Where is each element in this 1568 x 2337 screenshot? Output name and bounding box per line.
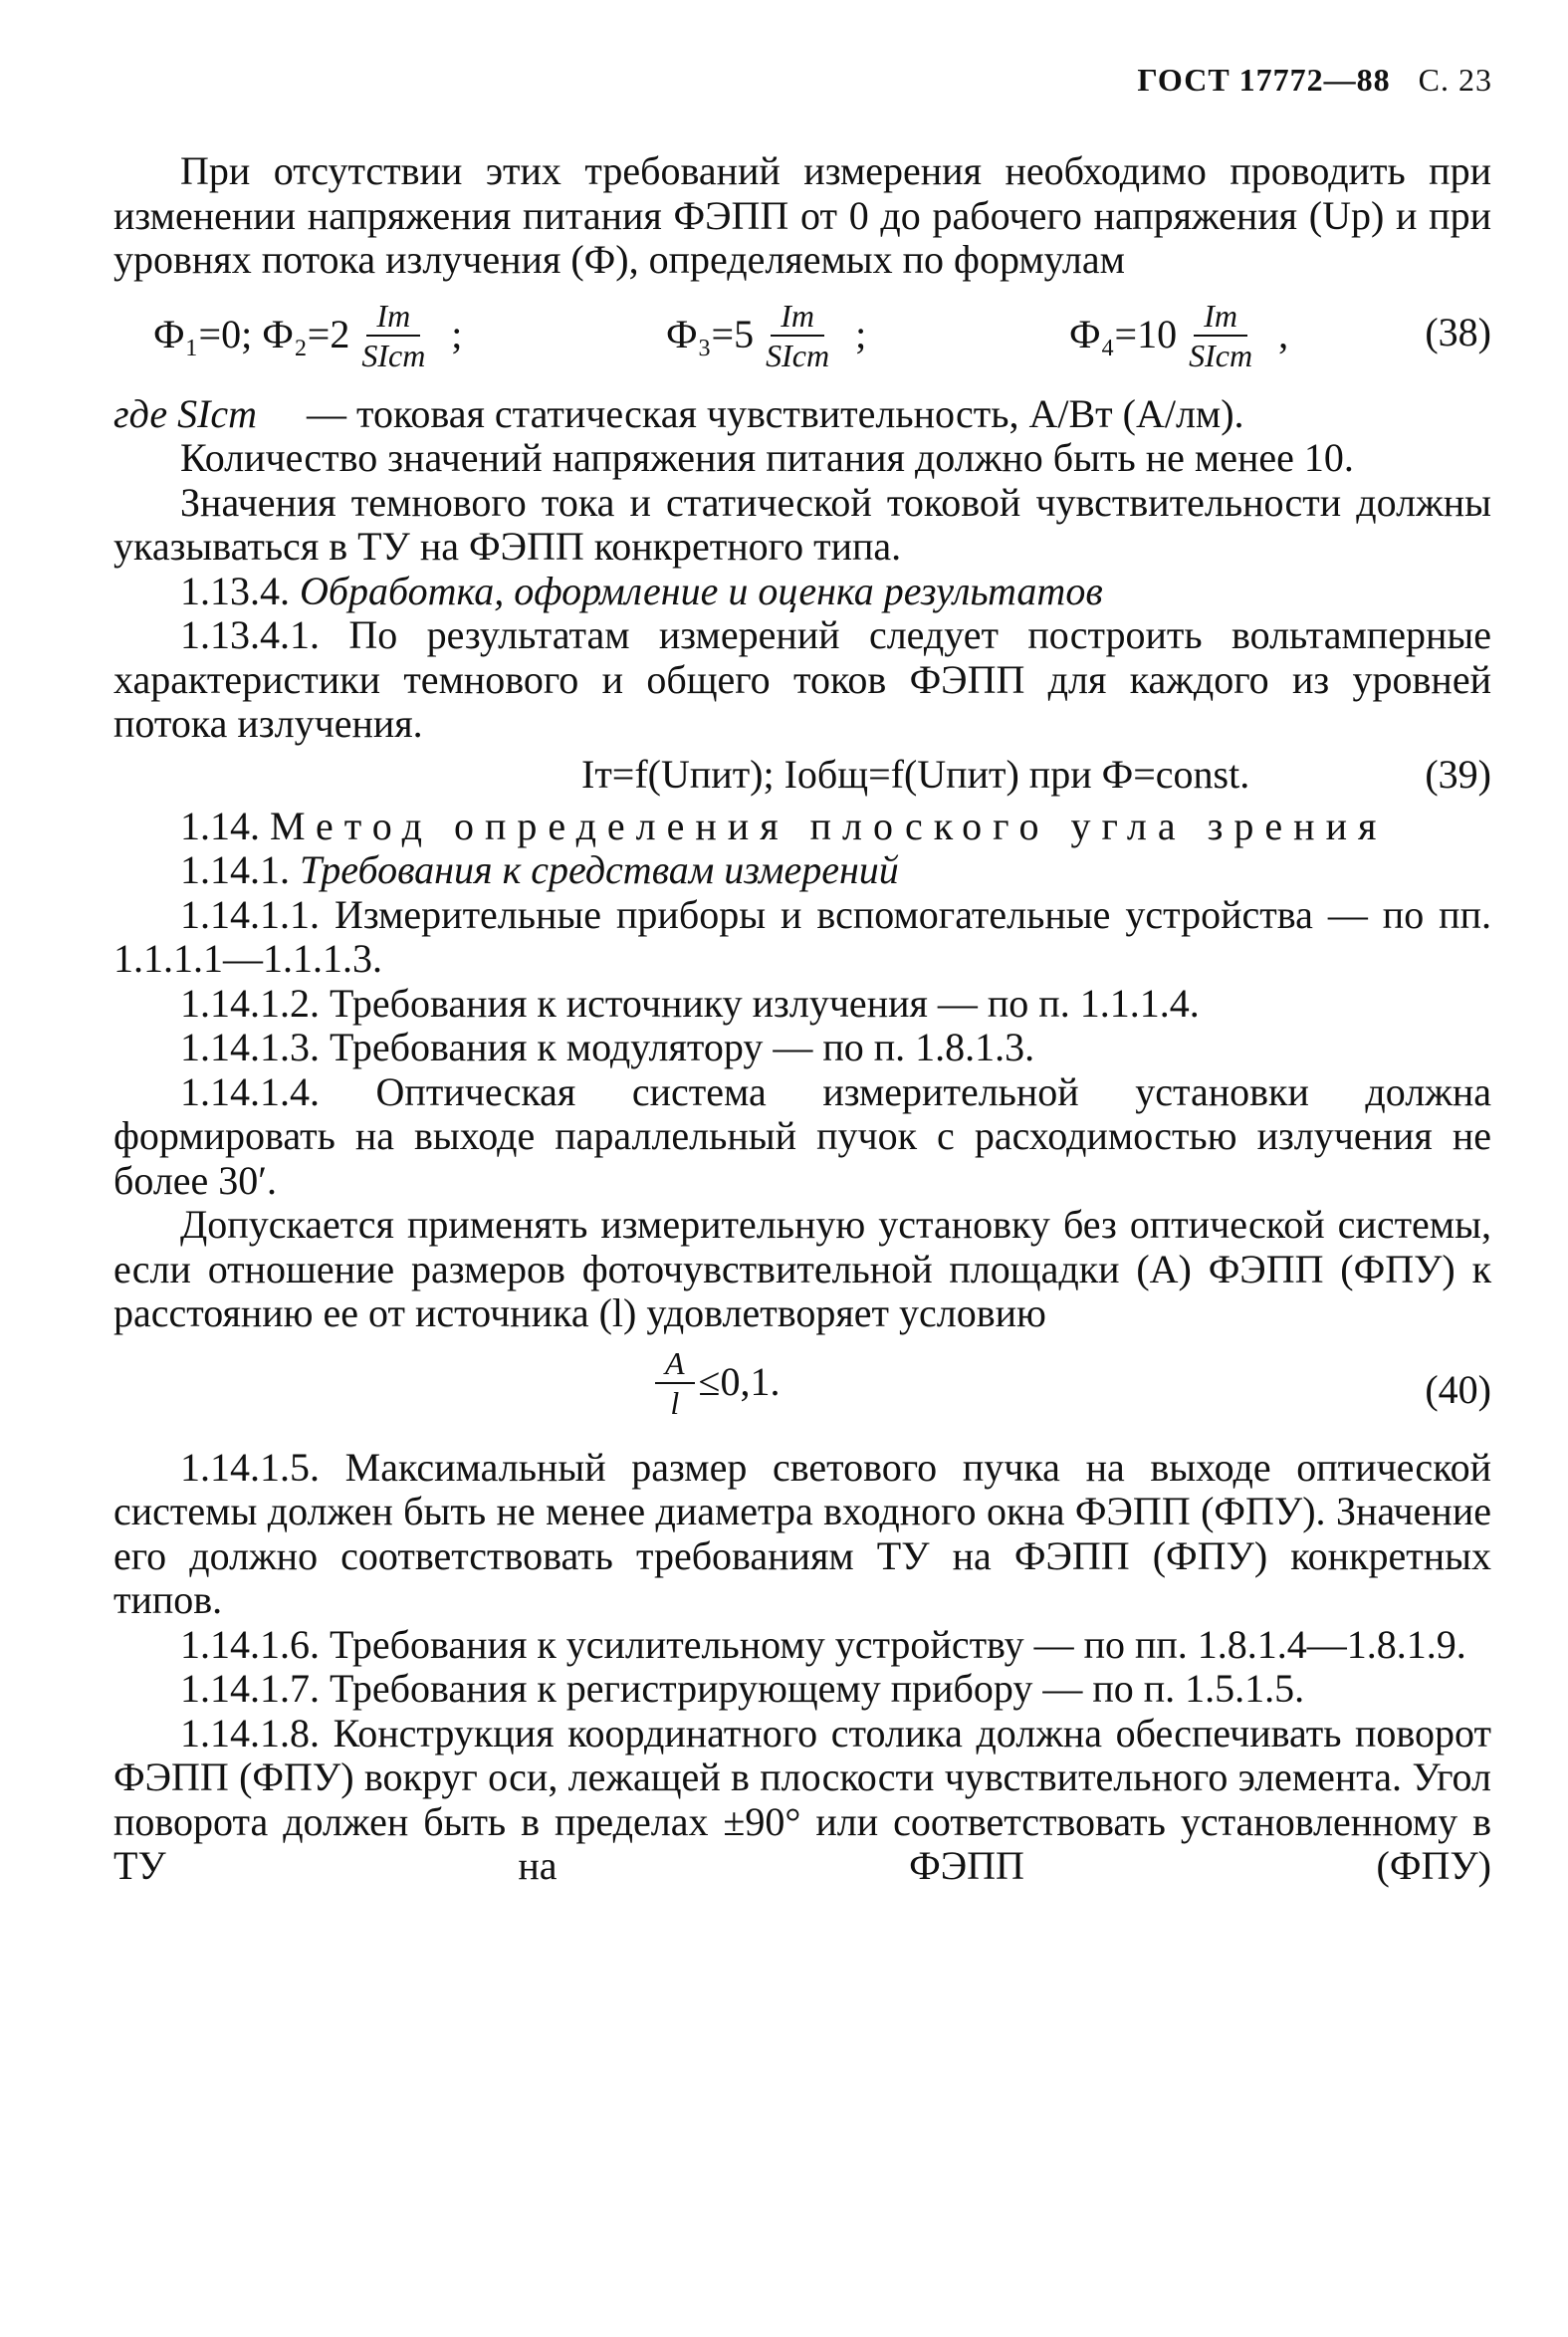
paragraph: 1.14.1.8. Конструкция координатного столика должна обеспечивать поворот ФЭПП (ФПУ) вокруг оси, лежащей в плоскости чувствительного элемента. Угол поворота должен быть в пределах ±90° или соответствовать установленному в ТУ на ФЭПП (ФПУ): [113, 1710, 1491, 1888]
formula-term: [153, 297, 462, 374]
formula-separator: ;: [855, 312, 867, 357]
fraction-denominator: SIст: [766, 337, 830, 373]
paragraph: 1.14.1.5. Максимальный размер светового пучка на выходе оптической системы должен быть не менее диаметра входного окна ФЭПП (ФПУ). Значение его должно соответствовать требованиям ТУ на ФЭПП (ФПУ) конкретных типов.: [113, 1444, 1491, 1622]
paragraph: Значения темнового тока и статической токовой чувствительности должны указываться в ТУ на ФЭПП конкретного типа.: [113, 479, 1491, 569]
page-body: [113, 149, 1491, 1889]
standard-number: ГОСТ 17772—88: [1137, 62, 1391, 98]
section-number: 1.14.: [180, 803, 260, 848]
formula-lhs: Ф₄=10: [1069, 312, 1178, 357]
fraction: [1181, 297, 1260, 374]
section-heading-1-14-1: [113, 848, 1491, 893]
paragraph: 1.14.1.3. Требования к модулятору — по п. 1.8.1.3.: [180, 1025, 1035, 1069]
section-heading-1-13-4: [113, 570, 1491, 614]
fraction: [655, 1344, 695, 1422]
fraction-numerator: Iт: [366, 297, 420, 337]
page-number: С. 23: [1418, 62, 1492, 98]
section-title: Требования к средствам измерений: [300, 847, 899, 892]
equation-number: (38): [1425, 309, 1491, 354]
paragraph: 1.14.1.1. Измерительные приборы и вспомогательные устройства — по пп. 1.1.1.1—1.1.1.3.: [113, 891, 1491, 981]
formula-separator: ;: [451, 312, 463, 357]
where-text: — токовая статическая чувствительность, А/Вт (А/лм).: [307, 390, 1244, 436]
formula-rhs: ≤0,1.: [698, 1359, 781, 1405]
formula-expression: [651, 1344, 781, 1422]
section-number: 1.14.1.: [180, 847, 290, 892]
formula-term: [666, 297, 866, 374]
fraction-numerator: Iт: [771, 297, 824, 337]
section-number: 1.13.4.: [180, 568, 290, 613]
where-symbol: где SIст: [113, 390, 258, 436]
section-title: Обработка, оформление и оценка результатов: [300, 568, 1103, 613]
paragraph: 1.14.1.2. Требования к источнику излучения — по п. 1.1.1.4.: [180, 980, 1200, 1026]
fraction: [758, 297, 837, 374]
section-title: Метод определения плоского угла зрения: [270, 803, 1388, 848]
section-heading-1-14: [113, 805, 1491, 849]
equation-number: (40): [1425, 1366, 1491, 1412]
formula-expression: Iт=f(Uпит); Iобщ=f(Uпит) при Ф=const.: [581, 751, 1250, 797]
formula-lhs: Ф₃=5: [666, 312, 755, 357]
where-line: [113, 392, 1491, 437]
equation-number: (39): [1425, 751, 1491, 797]
fraction-denominator: l: [670, 1384, 680, 1421]
paragraph: Количество значений напряжения питания должно быть не менее 10.: [180, 435, 1354, 480]
paragraph: Допускается применять измерительную установку без оптической системы, если отношение размеров фоточувствительной площадки (А) ФЭПП (ФПУ) к расстоянию ее от источника (l) удовлетворяет условию: [113, 1202, 1491, 1335]
paragraph: 1.14.1.6. Требования к усилительному устройству — по пп. 1.8.1.4—1.8.1.9.: [180, 1621, 1466, 1667]
formula-term: [1069, 297, 1288, 374]
fraction-numerator: Iт: [1194, 297, 1247, 337]
formula-40: [113, 1344, 1491, 1440]
formula-separator: ,: [1278, 312, 1289, 357]
paragraph: 1.14.1.7. Требования к регистрирующему прибору — по п. 1.5.1.5.: [180, 1666, 1305, 1711]
paragraph: 1.13.4.1. По результатам измерений следует построить вольтамперные характеристики темнового и общего токов ФЭПП для каждого из уровней потока излучения.: [113, 612, 1491, 746]
formula-39: [113, 747, 1491, 805]
paragraph: При отсутствии этих требований измерения необходимо проводить при изменении напряжения питания ФЭПП от 0 до рабочего напряжения (Uр) и при уровнях потока излучения (Ф), определяемых по формулам: [113, 148, 1491, 282]
paragraph: 1.14.1.4. Оптическая система измерительной установки должна формировать на выходе параллельный пучок с расходимостью излучения не более 30′.: [113, 1068, 1491, 1203]
formula-38: [113, 289, 1491, 388]
fraction-denominator: SIст: [361, 337, 426, 373]
formula-lhs: Ф₁=0; Ф₂=2: [153, 312, 350, 357]
fraction-denominator: SIст: [1189, 337, 1253, 373]
fraction: [353, 297, 433, 374]
fraction-numerator: A: [655, 1344, 695, 1384]
page-header: [1137, 62, 1492, 99]
